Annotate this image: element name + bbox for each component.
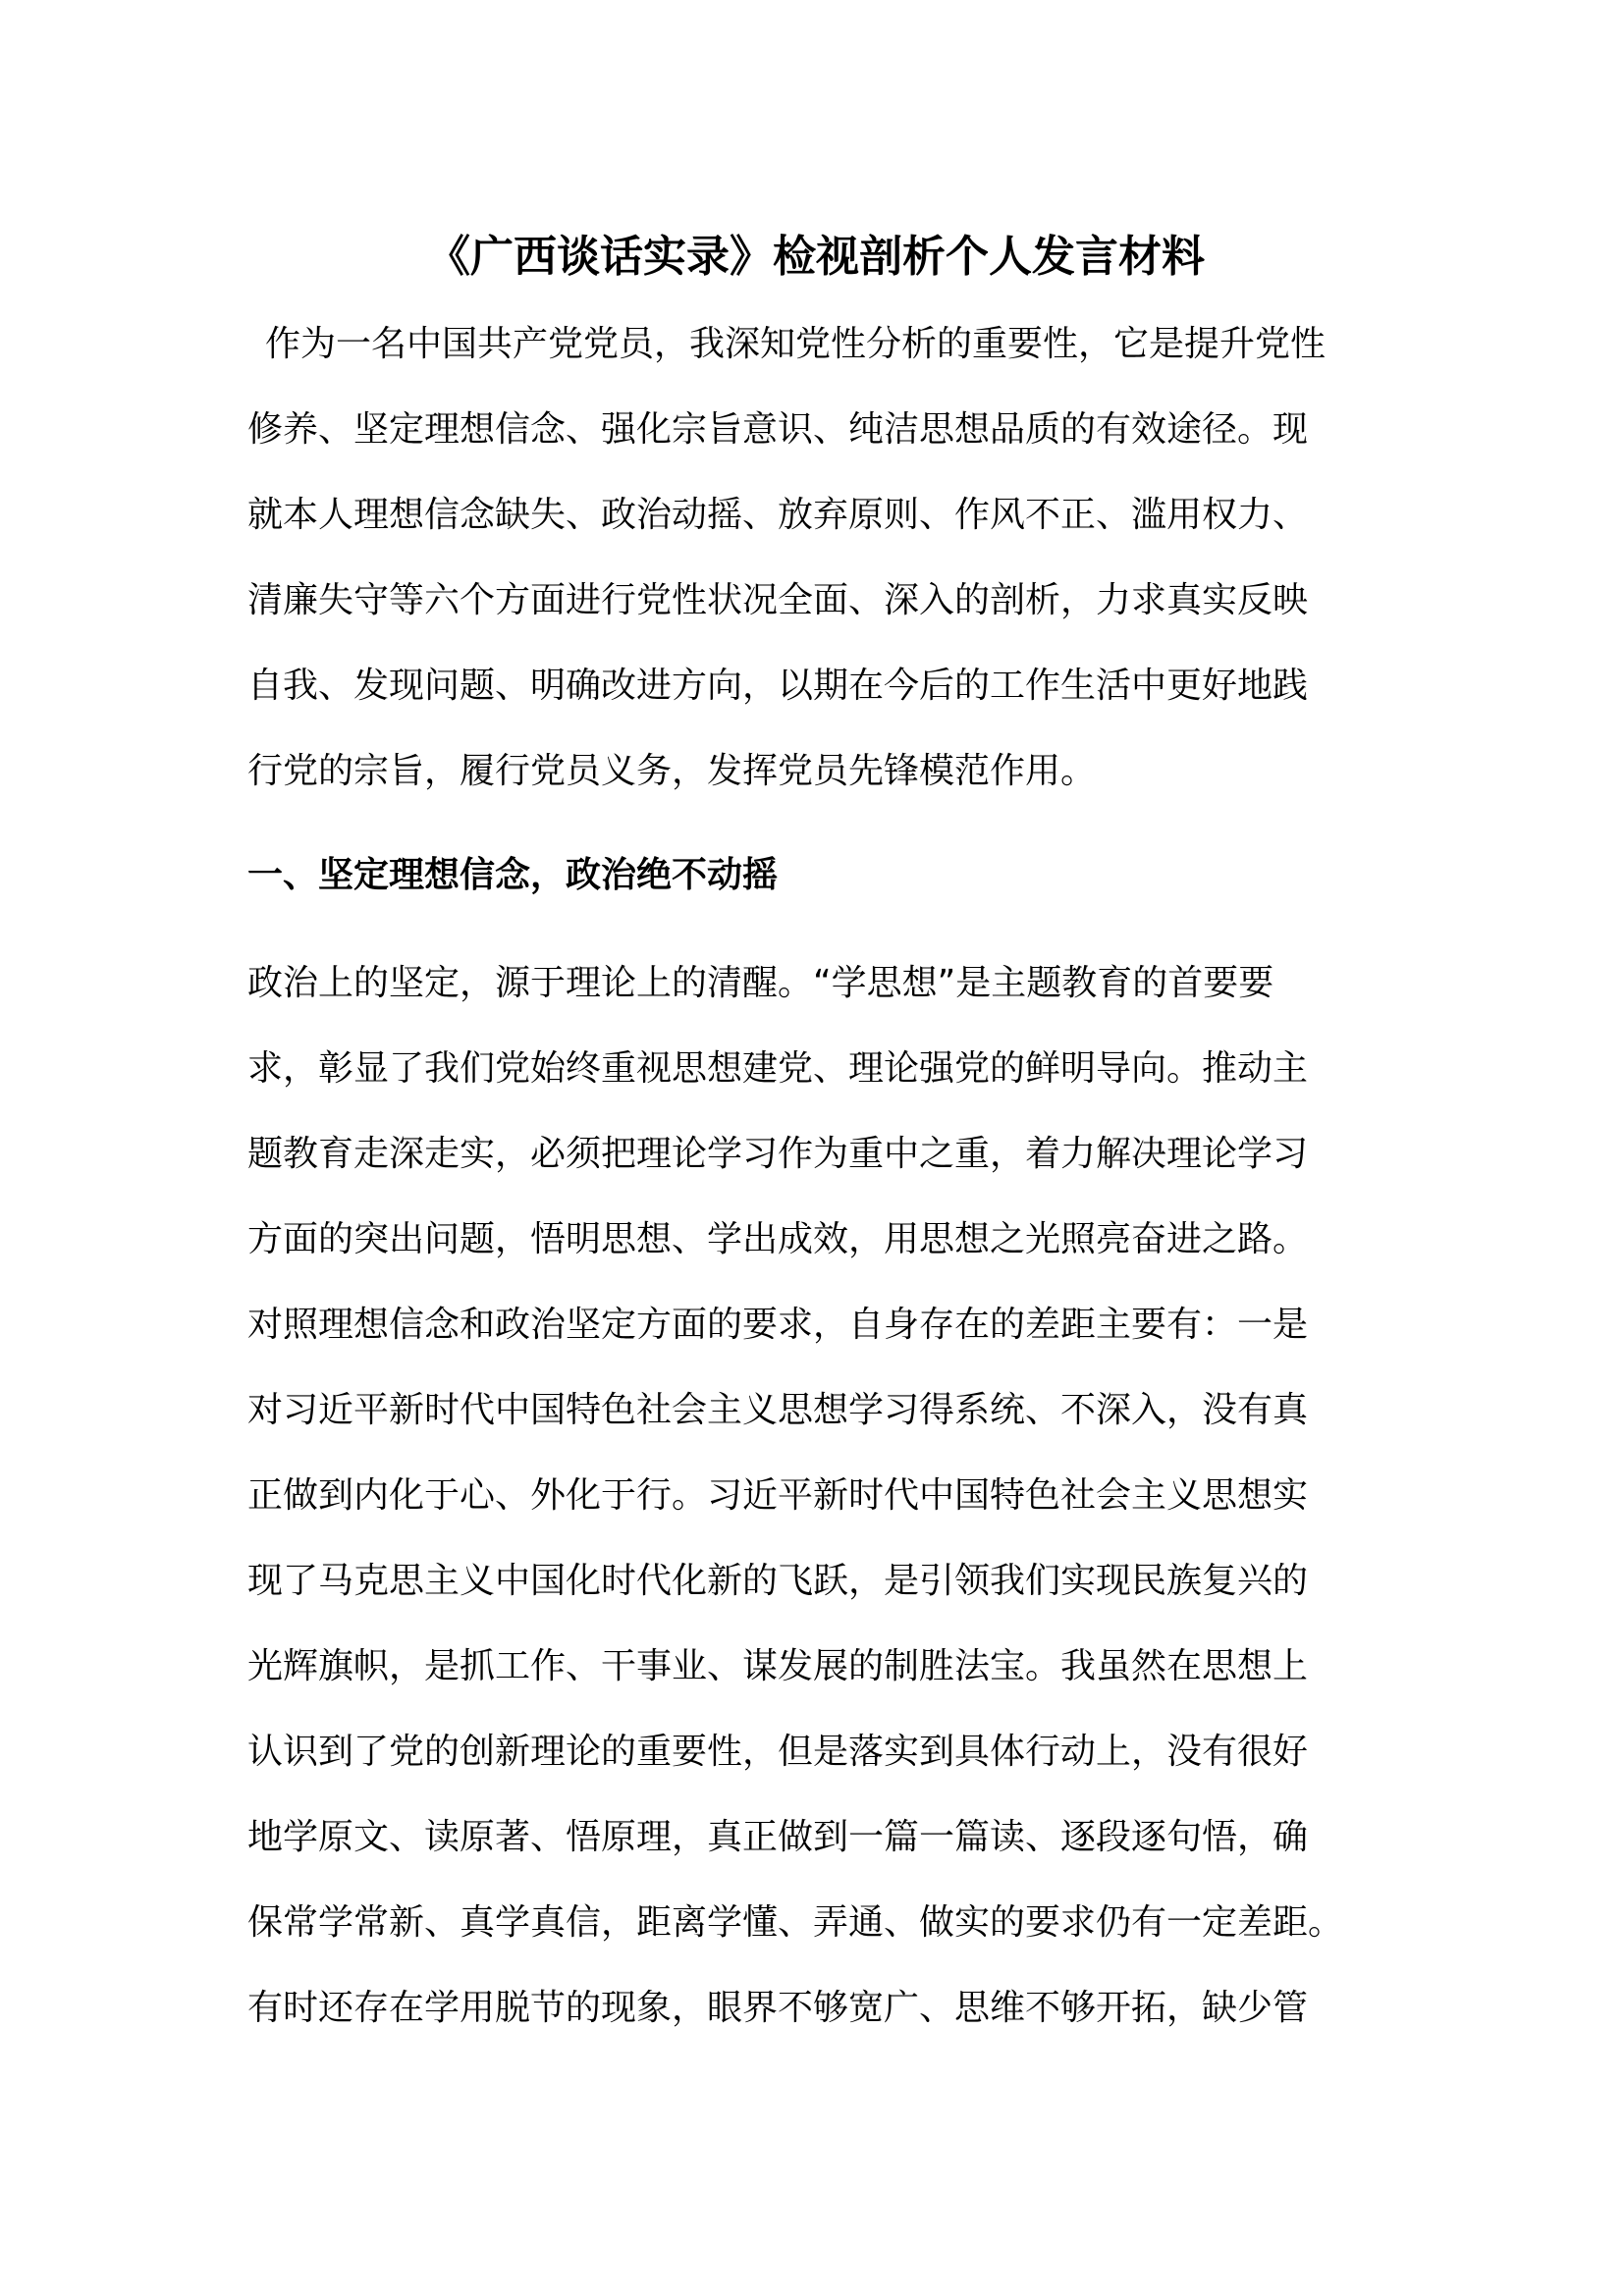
paragraph-line: 认识到了党的创新理论的重要性，但是落实到具体行动上，没有很好 — [247, 1732, 1309, 1772]
document-title: 《广西谈话实录》检视剖析个人发言材料 — [427, 232, 1205, 282]
paragraph-line: 作为一名中国共产党党员，我深知党性分析的重要性，它是提升党性 — [265, 324, 1326, 364]
paragraph-line: 方面的突出问题，悟明思想、学出成效，用思想之光照亮奋进之路。 — [247, 1219, 1309, 1259]
paragraph-line: 有时还存在学用脱节的现象，眼界不够宽广、思维不够开拓，缺少管 — [247, 1988, 1309, 2028]
paragraph-line: 现了马克思主义中国化时代化新的飞跃，是引领我们实现民族复兴的 — [247, 1561, 1309, 1601]
paragraph-line: 正做到内化于心、外化于行。习近平新时代中国特色社会主义思想实 — [247, 1475, 1309, 1516]
paragraph-line: 政治上的坚定，源于理论上的清醒。“学思想”是主题教育的首要要 — [247, 963, 1274, 1003]
paragraph-line: 清廉失守等六个方面进行党性状况全面、深入的剖析，力求真实反映 — [247, 580, 1309, 620]
paragraph-line: 对习近平新时代中国特色社会主义思想学习得系统、不深入，没有真 — [247, 1390, 1309, 1430]
paragraph-line: 光辉旗帜，是抓工作、干事业、谋发展的制胜法宝。我虽然在思想上 — [247, 1646, 1309, 1686]
paragraph-line: 求，彰显了我们党始终重视思想建党、理论强党的鲜明导向。推动主 — [247, 1048, 1309, 1089]
intro-paragraph — [247, 301, 1384, 814]
section-heading: 一、坚定理想信念，政治绝不动摇 — [247, 855, 779, 895]
paragraph-line: 修养、坚定理想信念、强化宗旨意识、纯洁思想品质的有效途径。现 — [247, 409, 1309, 450]
paragraph-line: 自我、发现问题、明确改进方向，以期在今后的工作生活中更好地践 — [247, 666, 1309, 706]
paragraph-line: 对照理想信念和政治坚定方面的要求，自身存在的差距主要有：一是 — [247, 1305, 1309, 1345]
paragraph-line: 题教育走深走实，必须把理论学习作为重中之重，着力解决理论学习 — [247, 1134, 1309, 1174]
paragraph-line: 地学原文、读原著、悟原理，真正做到一篇一篇读、逐段逐句悟，确 — [247, 1817, 1309, 1857]
paragraph-line: 就本人理想信念缺失、政治动摇、放弃原则、作风不正、滥用权力、 — [247, 495, 1309, 535]
paragraph-line: 保常学常新、真学真信，距离学懂、弄通、做实的要求仍有一定差距。 — [247, 1902, 1344, 1943]
paragraph-line: 行党的宗旨，履行党员义务，发挥党员先锋模范作用。 — [247, 751, 1097, 791]
section-paragraph — [247, 940, 1384, 2051]
